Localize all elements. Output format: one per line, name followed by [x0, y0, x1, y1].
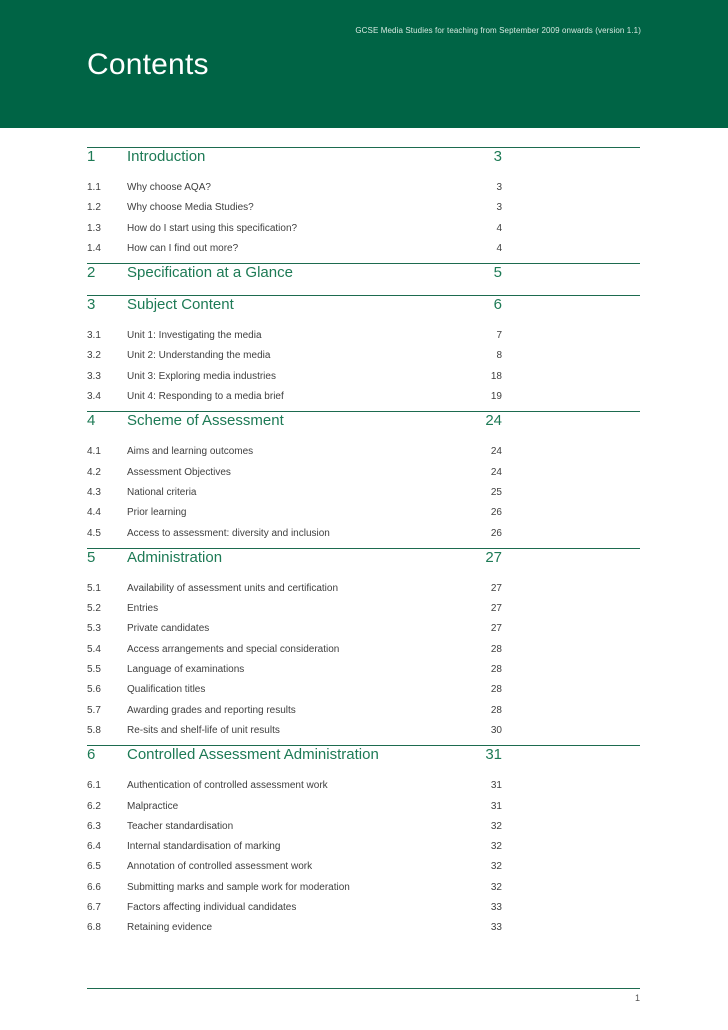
toc-entry[interactable] — [87, 600, 640, 620]
section-page: 5 — [493, 264, 502, 282]
toc-entry[interactable] — [87, 484, 640, 504]
entry-page: 3 — [496, 182, 502, 193]
section-number: 6 — [87, 746, 96, 764]
toc-entry[interactable] — [87, 504, 640, 524]
toc-subsection-list — [87, 777, 640, 942]
section-title: Subject Content — [127, 296, 234, 314]
toc-entry[interactable] — [87, 525, 640, 545]
toc-entry[interactable] — [87, 899, 640, 919]
entry-number: 4.2 — [87, 466, 101, 478]
section-number: 1 — [87, 148, 96, 165]
entry-number: 5.1 — [87, 582, 101, 594]
entry-page: 28 — [490, 664, 502, 676]
toc-section-5[interactable] — [87, 548, 640, 580]
toc-entry[interactable] — [87, 702, 640, 722]
entry-page: 27 — [490, 582, 502, 594]
toc-section-3[interactable] — [87, 295, 640, 327]
toc-subsection-list — [87, 327, 640, 411]
entry-title: How do I start using this specification? — [127, 222, 298, 234]
entry-page: 26 — [490, 527, 502, 539]
entry-title: Why choose Media Studies? — [127, 202, 254, 214]
entry-page: 27 — [490, 603, 502, 615]
toc-entry[interactable] — [87, 838, 640, 858]
entry-number: 5.3 — [87, 623, 101, 635]
entry-number: 6.4 — [87, 841, 101, 853]
entry-title: How can I find out more? — [127, 242, 239, 254]
page-number: 1 — [634, 993, 640, 1003]
toc-entry[interactable] — [87, 347, 640, 367]
entry-number: 6.8 — [87, 922, 101, 934]
toc-entry[interactable] — [87, 777, 640, 797]
entry-title: Assessment Objectives — [127, 466, 231, 478]
entry-title: Submitting marks and sample work for moderation — [127, 881, 350, 893]
entry-number: 5.5 — [87, 664, 101, 676]
toc-section-6[interactable] — [87, 745, 640, 777]
entry-number: 6.5 — [87, 861, 101, 873]
toc-entry[interactable] — [87, 919, 640, 939]
entry-page: 27 — [490, 623, 502, 635]
entry-number: 5.7 — [87, 704, 101, 716]
footer-rule — [87, 988, 640, 989]
entry-number: 3.3 — [87, 370, 101, 382]
entry-page: 33 — [490, 922, 502, 934]
entry-title: Access arrangements and special consideration — [127, 643, 340, 655]
section-page: 3 — [493, 148, 502, 165]
toc-entry[interactable] — [87, 443, 640, 463]
running-header: GCSE Media Studies for teaching from September 2009 onwards (version 1.1) — [355, 26, 641, 35]
entry-page: 32 — [490, 841, 502, 853]
entry-number: 4.4 — [87, 507, 101, 519]
entry-title: Unit 1: Investigating the media — [127, 330, 262, 342]
entry-number: 3.1 — [87, 330, 101, 342]
entry-title: Retaining evidence — [127, 922, 213, 934]
entry-title: Why choose AQA? — [127, 182, 211, 193]
toc-entry[interactable] — [87, 722, 640, 742]
toc-entry[interactable] — [87, 464, 640, 484]
entry-number: 4.5 — [87, 527, 101, 539]
entry-page: 28 — [490, 643, 502, 655]
section-page: 6 — [493, 296, 502, 314]
toc-entry[interactable] — [87, 179, 640, 199]
section-title: Scheme of Assessment — [127, 412, 284, 430]
entry-page: 28 — [490, 704, 502, 716]
toc-entry[interactable] — [87, 641, 640, 661]
entry-title: Factors affecting individual candidates — [127, 902, 297, 914]
section-page: 24 — [485, 412, 502, 430]
entry-number: 3.2 — [87, 350, 101, 362]
entry-title: Language of examinations — [127, 664, 245, 676]
toc-entry[interactable] — [87, 661, 640, 681]
entry-number: 1.3 — [87, 222, 101, 234]
entry-title: Aims and learning outcomes — [127, 446, 254, 458]
section-title: Specification at a Glance — [127, 264, 293, 282]
entry-number: 6.3 — [87, 820, 101, 832]
entry-page: 24 — [490, 446, 502, 458]
entry-number: 4.3 — [87, 486, 101, 498]
entry-title: Qualification titles — [127, 684, 206, 696]
entry-title: Unit 2: Understanding the media — [127, 350, 271, 362]
entry-page: 32 — [490, 820, 502, 832]
toc-subsection-list — [87, 443, 640, 547]
entry-number: 5.2 — [87, 603, 101, 615]
toc-entry[interactable] — [87, 368, 640, 388]
entry-number: 1.2 — [87, 202, 101, 214]
entry-title: Authentication of controlled assessment work — [127, 780, 328, 792]
section-title: Administration — [127, 548, 223, 566]
entry-title: Internal standardisation of marking — [127, 841, 281, 853]
entry-page: 25 — [490, 486, 502, 498]
entry-number: 4.1 — [87, 446, 101, 458]
toc-entry[interactable] — [87, 818, 640, 838]
entry-number: 6.2 — [87, 800, 101, 812]
entry-title: Unit 3: Exploring media industries — [127, 370, 276, 382]
entry-page: 26 — [490, 507, 502, 519]
toc-entry[interactable] — [87, 620, 640, 640]
entry-title: Unit 4: Responding to a media brief — [127, 391, 284, 403]
entry-title: Malpractice — [127, 800, 179, 812]
header-band — [0, 0, 728, 128]
entry-title: Re-sits and shelf-life of unit results — [127, 724, 280, 736]
entry-title: Private candidates — [127, 623, 210, 635]
entry-number: 1.1 — [87, 182, 101, 193]
entry-page: 7 — [496, 330, 502, 342]
entry-title: National criteria — [127, 486, 197, 498]
toc-entry[interactable] — [87, 879, 640, 899]
entry-title: Teacher standardisation — [127, 820, 234, 832]
entry-title: Awarding grades and reporting results — [127, 704, 296, 716]
entry-number: 6.6 — [87, 881, 101, 893]
section-number: 5 — [87, 548, 96, 566]
entry-number: 6.1 — [87, 780, 101, 792]
entry-page: 8 — [496, 350, 502, 362]
toc-subsection-list — [87, 580, 640, 745]
section-number: 2 — [87, 264, 96, 282]
entry-number: 5.4 — [87, 643, 101, 655]
entry-number: 5.6 — [87, 684, 101, 696]
toc-entry[interactable] — [87, 220, 640, 240]
entry-number: 5.8 — [87, 724, 101, 736]
entry-page: 4 — [496, 222, 502, 234]
toc-entry[interactable] — [87, 388, 640, 408]
toc-entry[interactable] — [87, 580, 640, 600]
entry-page: 32 — [490, 861, 502, 873]
table-of-contents — [87, 147, 640, 943]
entry-page: 18 — [490, 370, 502, 382]
entry-number: 3.4 — [87, 391, 101, 403]
entry-number: 1.4 — [87, 242, 101, 254]
toc-entry[interactable] — [87, 240, 640, 260]
entry-title: Access to assessment: diversity and inclusion — [127, 527, 330, 539]
entry-page: 19 — [490, 391, 502, 403]
section-title: Introduction — [127, 148, 206, 165]
section-number: 4 — [87, 412, 96, 430]
section-number: 3 — [87, 296, 96, 314]
toc-entry[interactable] — [87, 798, 640, 818]
entry-title: Availability of assessment units and certification — [127, 582, 339, 594]
entry-number: 6.7 — [87, 902, 101, 914]
entry-page: 3 — [496, 202, 502, 214]
section-page: 31 — [485, 746, 502, 764]
entry-page: 31 — [490, 800, 502, 812]
toc-section-1[interactable] — [87, 147, 640, 179]
toc-section-2[interactable] — [87, 263, 640, 295]
entry-page: 32 — [490, 881, 502, 893]
toc-entry[interactable] — [87, 327, 640, 347]
toc-entry[interactable] — [87, 858, 640, 878]
entry-page: 28 — [490, 684, 502, 696]
entry-page: 30 — [490, 724, 502, 736]
toc-section-4[interactable] — [87, 411, 640, 443]
entry-page: 24 — [490, 466, 502, 478]
entry-title: Prior learning — [127, 507, 187, 519]
toc-subsection-list — [87, 179, 640, 263]
toc-entry[interactable] — [87, 681, 640, 701]
entry-title: Annotation of controlled assessment work — [127, 861, 313, 873]
section-page: 27 — [485, 548, 502, 566]
section-title: Controlled Assessment Administration — [127, 746, 379, 764]
entry-page: 4 — [496, 242, 502, 254]
entry-page: 33 — [490, 902, 502, 914]
entry-title: Entries — [127, 603, 159, 615]
toc-entry[interactable] — [87, 199, 640, 219]
entry-page: 31 — [490, 780, 502, 792]
page-title: Contents — [87, 48, 209, 81]
